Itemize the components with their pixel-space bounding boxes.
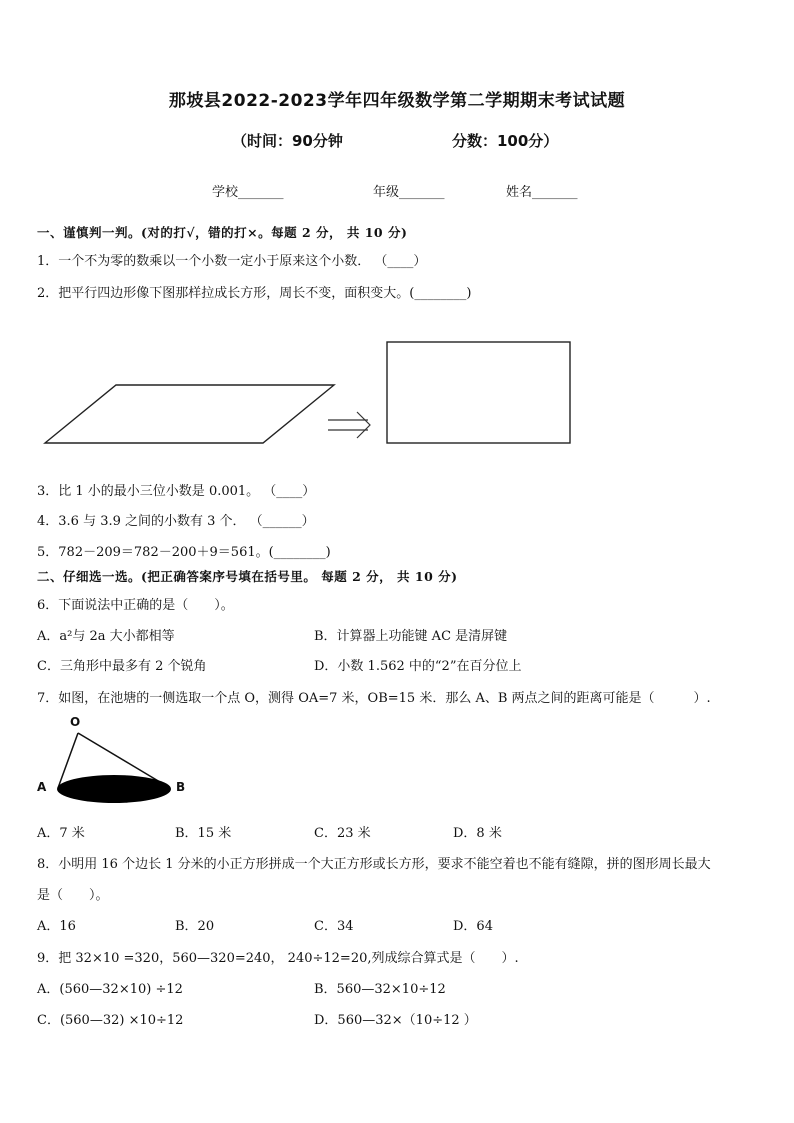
point-b-label: B [176, 780, 186, 794]
question-6: 6．下面说法中正确的是（ ）。 [37, 598, 234, 613]
section2-heading: 二、仔细选一选。(把正确答案序号填在括号里。 每题 2 分， 共 10 分) [37, 569, 458, 584]
q7-option-c: C．23 米 [314, 826, 371, 841]
question-4: 4．3.6 与 3.9 之间的小数有 3 个． （______） [37, 514, 315, 529]
q6-option-d: D．小数 1.562 中的“2”在百分位上 [314, 659, 522, 674]
question-9: 9．把 32×10 =320，560—320=240， 240÷12=20,列成综合算式是（ ）. [37, 951, 519, 966]
question-5: 5．782－209＝782－200＋9＝561。(________) [37, 545, 331, 560]
exam-title: 那坡县2022-2023学年四年级数学第二学期期末考试试题 [168, 91, 626, 111]
point-o-label: O [70, 715, 81, 729]
question-1: 1．一个不为零的数乘以一个小数一定小于原来这个小数． （____） [37, 254, 427, 269]
exam-time: （时间：90分钟 [232, 132, 343, 150]
q6-option-b: B．计算器上功能键 AC 是清屏键 [314, 629, 508, 644]
section1-heading: 一、谨慎判一判。(对的打√，错的打×。每题 2 分， 共 10 分) [37, 225, 408, 240]
q6-option-c: C．三角形中最多有 2 个锐角 [37, 659, 207, 674]
school-field: 学校_______ [212, 185, 284, 200]
name-field: 姓名_______ [506, 185, 578, 200]
q9-option-a: A．(560—32×10) ÷12 [37, 982, 183, 997]
q9-option-c: C．(560—32) ×10÷12 [37, 1013, 184, 1028]
q7-option-b: B．15 米 [175, 826, 232, 841]
q9-option-b: B．560—32×10÷12 [314, 982, 446, 997]
q8-option-a: A．16 [37, 919, 76, 934]
point-a-label: A [37, 780, 47, 794]
q8-option-d: D．64 [453, 919, 493, 934]
q7-option-d: D．8 米 [453, 826, 502, 841]
question-8-line2: 是（ ）。 [37, 888, 109, 903]
q9-option-d: D．560—32×（10÷12 ） [314, 1013, 477, 1028]
question-2: 2．把平行四边形像下图那样拉成长方形，周长不变，面积变大。(________) [37, 286, 472, 301]
exam-score: 分数：100分） [452, 132, 559, 150]
pond-shape [57, 775, 171, 803]
q6-option-a: A．a²与 2a 大小都相等 [37, 629, 175, 644]
q8-option-c: C．34 [314, 919, 354, 934]
q7-option-a: A．7 米 [37, 826, 85, 841]
q8-option-b: B．20 [175, 919, 215, 934]
question-3: 3．比 1 小的最小三位小数是 0.001。 （____） [37, 484, 316, 499]
question-7: 7．如图，在池塘的一侧选取一个点 O，测得 OA=7 米，OB=15 米．那么 A、B 两点之间的距离可能是（ ）. [37, 691, 711, 706]
grade-field: 年级_______ [373, 185, 445, 200]
question-8-line1: 8．小明用 16 个边长 1 分米的小正方形拼成一个大正方形或长方形，要求不能空着也不能有缝隙，拼的图形周长最大 [37, 857, 711, 872]
